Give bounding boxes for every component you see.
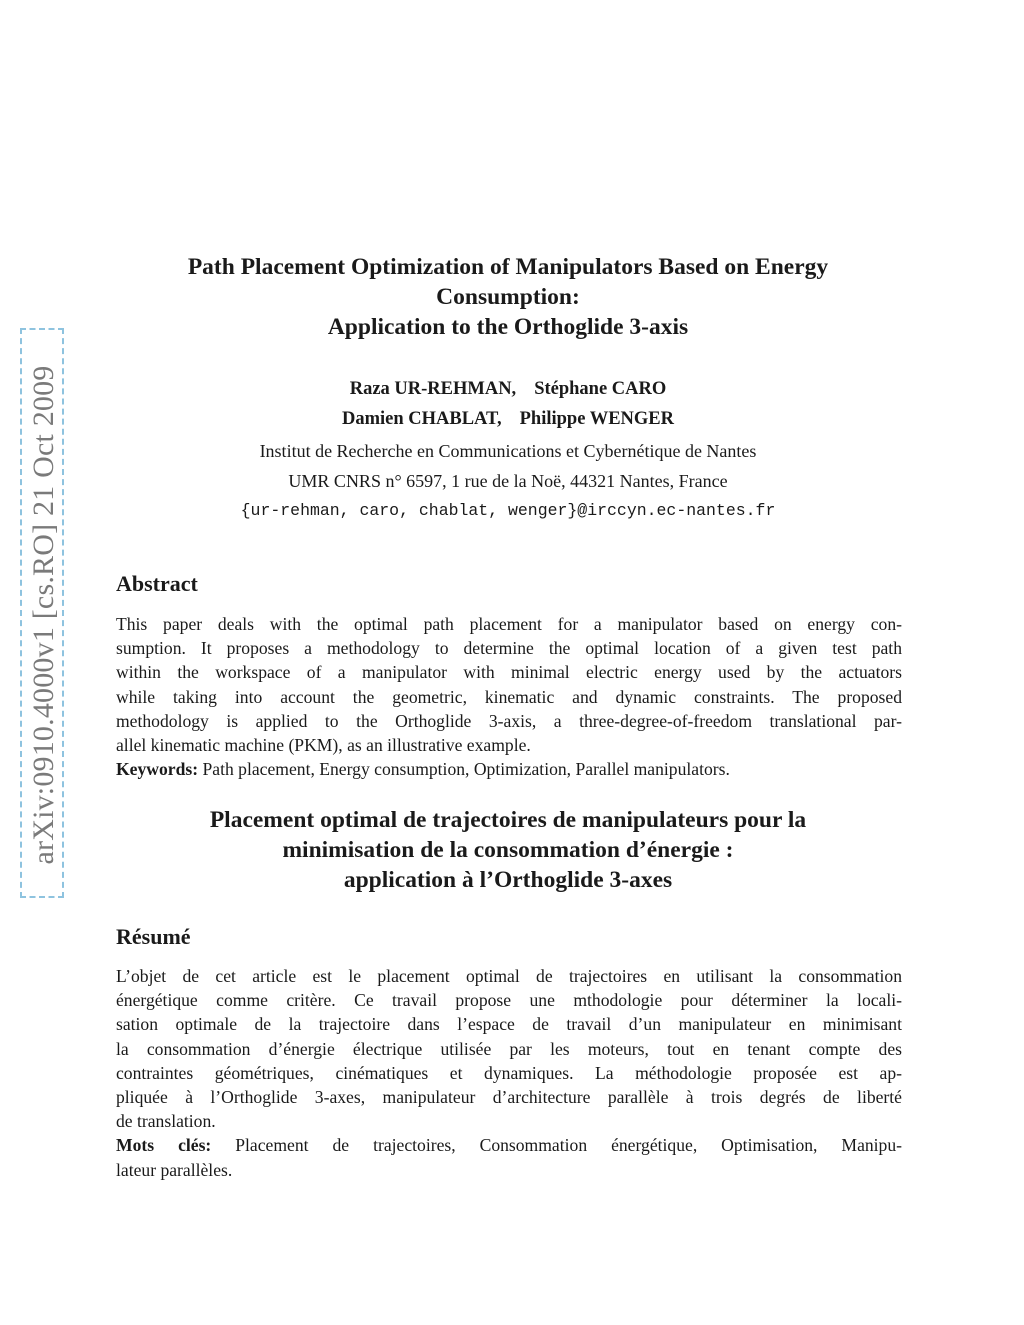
abstract-line: allel kinematic machine (PKM), as an illustrative example. <box>116 735 531 756</box>
resume-line: L’objet de cet article est le placement optimal de trajectoires en utilisant la consommation <box>116 966 902 986</box>
abstract-heading: Abstract <box>116 571 198 596</box>
abstract-line: This paper deals with the optimal path placement for a manipulator based on energy con- <box>116 614 902 634</box>
mots-cles-label: Mots clés: <box>116 1135 212 1156</box>
abstract-line: sumption. It proposes a methodology to determine the optimal location of a given test path <box>116 638 902 659</box>
mots-cles-text: Placement de trajectoires, Consommation énergétique, Optimisation, Manipu- <box>211 1135 903 1156</box>
arxiv-identifier: arXiv:0910.4000v1 [cs.RO] 21 Oct 2009 <box>27 365 60 865</box>
paper-title <box>100 252 916 342</box>
author-ur-rehman: Raza UR-REHMAN, <box>349 379 517 399</box>
author-emails: {ur-rehman, caro, chablat, wenger}@irccyn.ec-nantes.fr <box>240 501 776 520</box>
resume-keywords-continued: lateur parallèles. <box>116 1159 233 1180</box>
abstract-body <box>116 612 902 781</box>
resume-line: de translation. <box>116 1111 216 1132</box>
abstract-line: within the workspace of a manipulator with minimal electric energy used by the actuators <box>116 662 902 683</box>
affiliation-institute: Institut de Recherche en Communications et Cybernétique de Nantes <box>259 441 757 461</box>
affiliation-address: UMR CNRS n° 6597, 1 rue de la Noë, 44321 Nantes, France <box>288 471 728 491</box>
title-line-2: Consumption: <box>436 284 580 310</box>
keywords-label: Keywords: <box>116 759 199 780</box>
abstract-line: methodology is applied to the Orthoglide 3-axis, a three-degree-of-freedom translational par- <box>116 710 902 731</box>
french-title <box>100 805 916 895</box>
keywords-text: Path placement, Energy consumption, Optimization, Parallel manipulators. <box>198 759 730 780</box>
resume-line: contraintes géométriques, cinématiques et dynamiques. La méthodologie proposée est ap- <box>116 1062 902 1083</box>
author-caro: Stéphane CARO <box>534 379 667 399</box>
arxiv-stamp-box <box>20 328 64 898</box>
abstract-keywords <box>116 757 902 781</box>
resume-body <box>116 964 902 1182</box>
abstract-line: while taking into account the geometric, kinematic and dynamic constraints. The proposed <box>116 686 902 707</box>
author-list <box>100 374 916 434</box>
author-wenger: Philippe WENGER <box>519 409 675 429</box>
author-line-2 <box>100 404 916 434</box>
author-line-1 <box>100 374 916 404</box>
resume-line: pliquée à l’Orthoglide 3-axes, manipulateur d’architecture parallèle à trois degrés de liberté <box>116 1087 902 1108</box>
title-line-3: Application to the Orthoglide 3-axis <box>327 314 689 340</box>
french-title-line-3: application à l’Orthoglide 3-axes <box>343 867 673 893</box>
french-title-line-1: Placement optimal de trajectoires de manipulateurs pour la <box>209 807 807 833</box>
affiliation <box>100 436 916 526</box>
resume-line: la consommation d’énergie électrique utilisée par les moteurs, tout en tenant compte des <box>116 1038 902 1059</box>
resume-keywords <box>116 1133 902 1157</box>
author-chablat: Damien CHABLAT, <box>341 409 502 429</box>
resume-line: énergétique comme critère. Ce travail propose une mthodologie pour déterminer la locali- <box>116 990 902 1011</box>
french-title-line-2: minimisation de la consommation d’énergie : <box>282 837 734 863</box>
resume-heading: Résumé <box>116 924 191 949</box>
title-line-1: Path Placement Optimization of Manipulators Based on Energy <box>187 254 829 280</box>
resume-line: sation optimale de la trajectoire dans l’espace de travail d’un manipulateur en minimisant <box>116 1014 902 1035</box>
